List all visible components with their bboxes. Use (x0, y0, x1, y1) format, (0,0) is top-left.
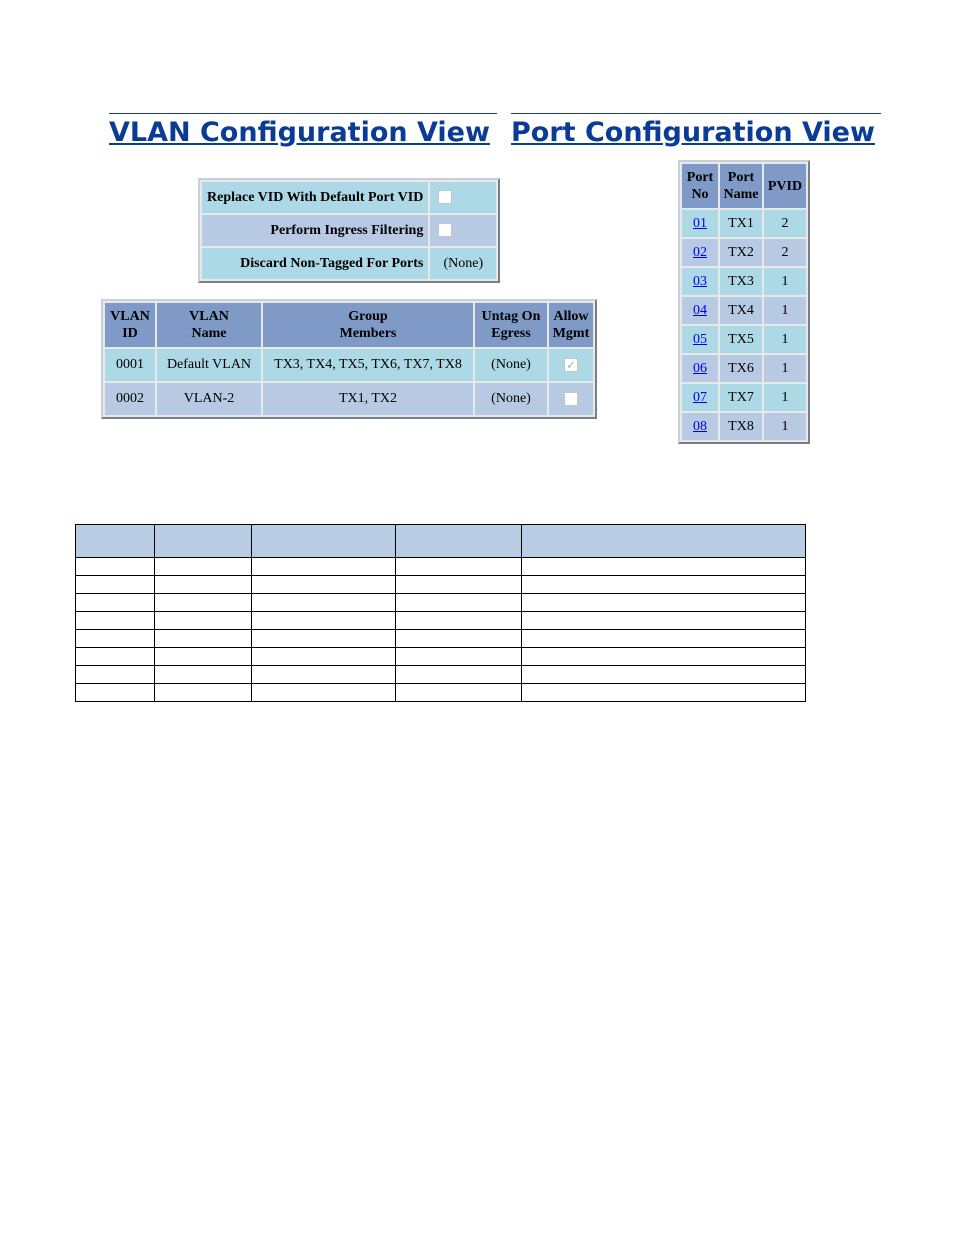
vlan-id-header: VLAN ID (105, 303, 155, 347)
pvid-cell: 1 (764, 413, 806, 440)
table-cell (252, 684, 396, 702)
ingress-filtering-checkbox[interactable] (438, 223, 452, 237)
vlan-id-cell: 0001 (105, 349, 155, 381)
empty-document-table (75, 524, 806, 702)
table-cell (522, 558, 806, 576)
table-row (105, 383, 593, 415)
table-row (76, 612, 806, 630)
pvid-cell: 1 (764, 268, 806, 295)
table-cell (252, 648, 396, 666)
port-name-cell: TX3 (720, 268, 762, 295)
vlan-name-header: VLAN Name (157, 303, 261, 347)
table-cell (155, 648, 252, 666)
table-row (105, 349, 593, 381)
table-cell (76, 576, 155, 594)
port-no-cell (682, 239, 718, 266)
table-cell (155, 666, 252, 684)
table-cell (252, 666, 396, 684)
group-members-cell: TX3, TX4, TX5, TX6, TX7, TX8 (263, 349, 473, 381)
pvid-cell: 1 (764, 297, 806, 324)
table-cell (155, 525, 252, 558)
table-cell (396, 525, 522, 558)
table-cell (522, 630, 806, 648)
port-name-cell: TX8 (720, 413, 762, 440)
table-row (682, 268, 806, 295)
discard-non-tagged-value: (None) (430, 248, 496, 279)
vlan-name-cell: VLAN-2 (157, 383, 261, 415)
port-no-cell (682, 413, 718, 440)
table-cell (76, 558, 155, 576)
vlan-id-cell: 0002 (105, 383, 155, 415)
ingress-filtering-label: Perform Ingress Filtering (202, 215, 428, 246)
table-row (682, 326, 806, 353)
table-cell (155, 576, 252, 594)
port-link[interactable]: 08 (693, 418, 707, 434)
table-row (682, 239, 806, 266)
table-row (682, 297, 806, 324)
table-cell (522, 684, 806, 702)
table-row (76, 630, 806, 648)
port-no-cell (682, 210, 718, 237)
port-no-header: Port No (682, 164, 718, 208)
table-cell (76, 612, 155, 630)
allow-mgmt-cell (549, 383, 593, 415)
pvid-cell: 1 (764, 384, 806, 411)
vlan-name-cell: Default VLAN (157, 349, 261, 381)
table-cell (522, 666, 806, 684)
port-link[interactable]: 03 (693, 273, 707, 289)
table-cell (396, 648, 522, 666)
table-row (76, 648, 806, 666)
vlan-table (101, 299, 597, 419)
vlan-configuration-view-link[interactable]: VLAN Configuration View (109, 113, 497, 149)
table-cell (76, 648, 155, 666)
pvid-cell: 2 (764, 239, 806, 266)
pvid-cell: 1 (764, 326, 806, 353)
table-cell (396, 684, 522, 702)
port-link[interactable]: 07 (693, 389, 707, 405)
table-row (682, 355, 806, 382)
table-row (682, 210, 806, 237)
port-link[interactable]: 04 (693, 302, 707, 318)
port-name-cell: TX6 (720, 355, 762, 382)
port-link[interactable]: 02 (693, 244, 707, 260)
port-no-cell (682, 297, 718, 324)
table-cell (155, 612, 252, 630)
port-link[interactable]: 01 (693, 215, 707, 231)
table-cell (155, 630, 252, 648)
table-cell (76, 666, 155, 684)
allow-mgmt-cell (549, 349, 593, 381)
table-row (682, 384, 806, 411)
port-table (678, 160, 810, 444)
table-cell (522, 648, 806, 666)
port-no-cell (682, 384, 718, 411)
replace-vid-checkbox[interactable] (438, 190, 452, 204)
vlan-options-table (198, 178, 500, 283)
discard-non-tagged-label: Discard Non-Tagged For Ports (202, 248, 428, 279)
table-row (682, 413, 806, 440)
table-cell (76, 525, 155, 558)
group-members-cell: TX1, TX2 (263, 383, 473, 415)
table-cell (155, 684, 252, 702)
table-cell (155, 558, 252, 576)
port-configuration-view-link[interactable]: Port Configuration View (511, 113, 881, 149)
table-cell (252, 558, 396, 576)
untag-on-egress-header: Untag On Egress (475, 303, 547, 347)
port-name-header: Port Name (720, 164, 762, 208)
port-link[interactable]: 06 (693, 360, 707, 376)
table-cell (252, 576, 396, 594)
table-cell (396, 666, 522, 684)
allow-mgmt-checkbox[interactable]: ✓ (565, 357, 577, 372)
port-name-cell: TX1 (720, 210, 762, 237)
pvid-header: PVID (764, 164, 806, 208)
port-no-cell (682, 355, 718, 382)
replace-vid-cell (430, 182, 496, 213)
table-cell (76, 630, 155, 648)
port-no-cell (682, 268, 718, 295)
table-cell (522, 594, 806, 612)
allow-mgmt-header: Allow Mgmt (549, 303, 593, 347)
pvid-cell: 1 (764, 355, 806, 382)
untag-on-egress-cell: (None) (475, 349, 547, 381)
table-cell (252, 525, 396, 558)
table-row (76, 684, 806, 702)
table-cell (155, 594, 252, 612)
group-members-header: Group Members (263, 303, 473, 347)
allow-mgmt-checkbox[interactable] (564, 392, 578, 406)
table-cell (522, 576, 806, 594)
table-cell (522, 612, 806, 630)
port-name-cell: TX2 (720, 239, 762, 266)
port-name-cell: TX5 (720, 326, 762, 353)
table-cell (252, 612, 396, 630)
table-header-row (76, 525, 806, 558)
table-cell (396, 576, 522, 594)
table-cell (396, 558, 522, 576)
port-name-cell: TX7 (720, 384, 762, 411)
ingress-filtering-cell (430, 215, 496, 246)
port-link[interactable]: 05 (693, 331, 707, 347)
table-row (76, 576, 806, 594)
table-cell (252, 594, 396, 612)
table-row (76, 666, 806, 684)
table-cell (76, 594, 155, 612)
replace-vid-label: Replace VID With Default Port VID (202, 182, 428, 213)
table-row (76, 558, 806, 576)
table-cell (252, 630, 396, 648)
port-name-cell: TX4 (720, 297, 762, 324)
table-cell (396, 612, 522, 630)
table-cell (396, 630, 522, 648)
untag-on-egress-cell: (None) (475, 383, 547, 415)
table-cell (522, 525, 806, 558)
pvid-cell: 2 (764, 210, 806, 237)
table-cell (76, 684, 155, 702)
port-no-cell (682, 326, 718, 353)
table-cell (396, 594, 522, 612)
table-row (76, 594, 806, 612)
